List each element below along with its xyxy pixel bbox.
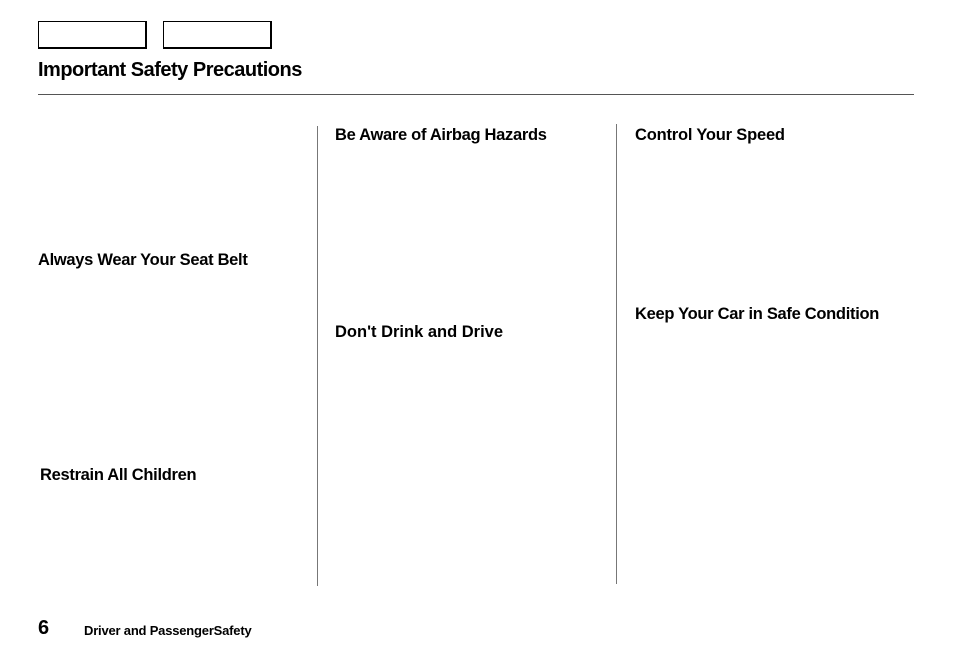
page-number: 6 <box>38 617 50 639</box>
link-restrain-children[interactable]: Restrain All Children <box>40 466 197 484</box>
link-control-speed[interactable]: Control Your Speed <box>635 126 785 144</box>
link-seat-belt[interactable]: Always Wear Your Seat Belt <box>38 251 248 269</box>
link-airbag-hazards[interactable]: Be Aware of Airbag Hazards <box>335 126 547 144</box>
link-safe-condition[interactable]: Keep Your Car in Safe Condition <box>635 305 880 323</box>
column-divider-right <box>616 124 617 584</box>
column-divider-left <box>317 126 318 586</box>
title-divider <box>38 94 914 95</box>
nav-back-button[interactable] <box>38 21 147 49</box>
link-dont-drink-drive[interactable]: Don't Drink and Drive <box>335 323 504 341</box>
page-title: Important Safety Precautions <box>38 59 302 81</box>
footer-section-name: Driver and PassengerSafety <box>84 623 252 638</box>
nav-forward-button[interactable] <box>163 21 272 49</box>
